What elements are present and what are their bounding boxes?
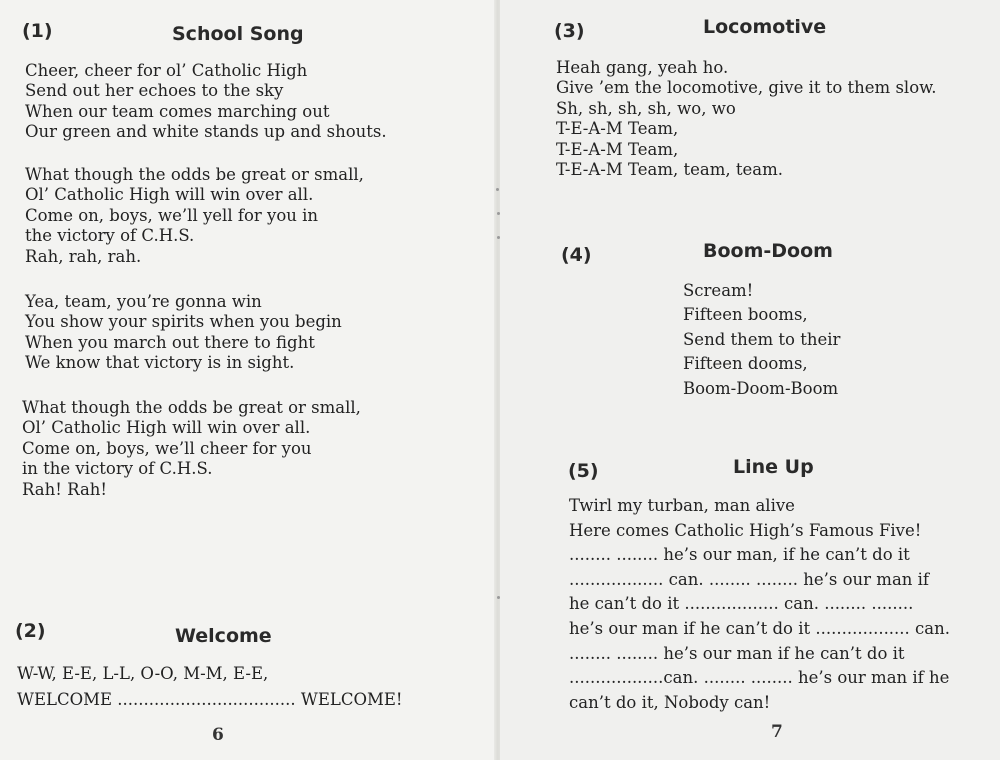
lyric-block xyxy=(556,58,937,180)
lyric-line: the victory of C.H.S. xyxy=(25,226,195,246)
lyric-line: W-W, E-E, L-L, O-O, M-M, E-E, xyxy=(17,664,269,683)
lyric-line: Rah! Rah! xyxy=(22,479,108,499)
lyric-line: Yea, team, you’re gonna win xyxy=(25,292,262,311)
lyric-line: Fifteen dooms, xyxy=(683,354,808,374)
lyric-line: We know that victory is in sight. xyxy=(25,353,295,373)
song-number: (1) xyxy=(22,20,53,42)
lyric-line: Send them to their xyxy=(683,329,841,349)
lyric-line: T-E-A-M Team, xyxy=(556,139,679,159)
lyric-line: Fifteen booms, xyxy=(683,305,808,325)
song-number: (3) xyxy=(554,20,585,42)
stanza xyxy=(25,61,387,143)
lyric-line: he’s our man if he can’t do it .................. can. xyxy=(569,618,950,638)
page-number: 7 xyxy=(771,722,783,742)
lyric-line: Send out her echoes to the sky xyxy=(25,81,284,101)
lyric-line: Our green and white stands up and shouts. xyxy=(25,122,387,142)
lyric-line: in the victory of C.H.S. xyxy=(22,459,213,479)
song-title: School Song xyxy=(172,23,304,45)
lyric-line: T-E-A-M Team, xyxy=(556,119,679,139)
lyric-line: Here comes Catholic High’s Famous Five! xyxy=(569,520,922,540)
stanza xyxy=(22,398,361,500)
lyric-line: You show your spirits when you begin xyxy=(25,312,342,332)
lyric-block xyxy=(569,494,950,715)
lyric-line: Cheer, cheer for ol’ Catholic High xyxy=(25,61,308,80)
lyric-line: Heah gang, yeah ho. xyxy=(556,58,729,77)
song-number: (2) xyxy=(15,620,46,642)
lyric-line: Sh, sh, sh, sh, wo, wo xyxy=(556,98,736,118)
song-number: (4) xyxy=(561,244,592,266)
left-page xyxy=(0,0,496,760)
lyric-line: .................. can. ........ ........ he’s our man if xyxy=(569,569,930,589)
lyric-line: ........ ........ he’s our man, if he can’t do it xyxy=(569,545,910,565)
song-title: Welcome xyxy=(175,625,272,647)
lyric-line: ..................can. ........ ........ he’s our man if he xyxy=(569,668,950,688)
lyric-line: he can’t do it .................. can. ........ ........ xyxy=(569,594,914,614)
staple-mark xyxy=(496,188,499,191)
song-number: (5) xyxy=(568,460,599,482)
song-title: Line Up xyxy=(733,456,814,478)
page-number: 6 xyxy=(212,725,224,745)
lyric-line: Rah, rah, rah. xyxy=(25,246,142,266)
lyric-line: When you march out there to fight xyxy=(25,332,315,352)
lyric-line: Scream! xyxy=(683,281,754,300)
right-page xyxy=(500,0,1000,760)
lyric-line: Twirl my turban, man alive xyxy=(569,496,795,515)
lyric-line: What though the odds be great or small, xyxy=(25,165,364,184)
lyric-line: Come on, boys, we’ll cheer for you xyxy=(22,438,312,458)
lyric-line: WELCOME .................................. WELCOME! xyxy=(17,690,403,709)
lyric-line: What though the odds be great or small, xyxy=(22,398,361,417)
lyric-line: ........ ........ he’s our man if he can’t do it xyxy=(569,643,905,663)
stanza xyxy=(25,292,342,374)
stanza xyxy=(25,165,364,267)
lyric-line: T-E-A-M Team, team, team. xyxy=(556,160,783,180)
lyric-block xyxy=(683,279,840,401)
lyric-line: Give ’em the locomotive, give it to them slow. xyxy=(556,78,937,98)
lyric-line: Boom-Doom-Boom xyxy=(683,378,839,398)
lyric-line: can’t do it, Nobody can! xyxy=(569,692,771,712)
lyric-line: When our team comes marching out xyxy=(25,101,330,121)
song-title: Locomotive xyxy=(703,16,827,38)
song-title: Boom-Doom xyxy=(703,240,833,262)
lyric-line: Ol’ Catholic High will win over all. xyxy=(25,185,314,205)
lyric-line: Ol’ Catholic High will win over all. xyxy=(22,418,311,438)
lyric-line: Come on, boys, we’ll yell for you in xyxy=(25,205,319,225)
